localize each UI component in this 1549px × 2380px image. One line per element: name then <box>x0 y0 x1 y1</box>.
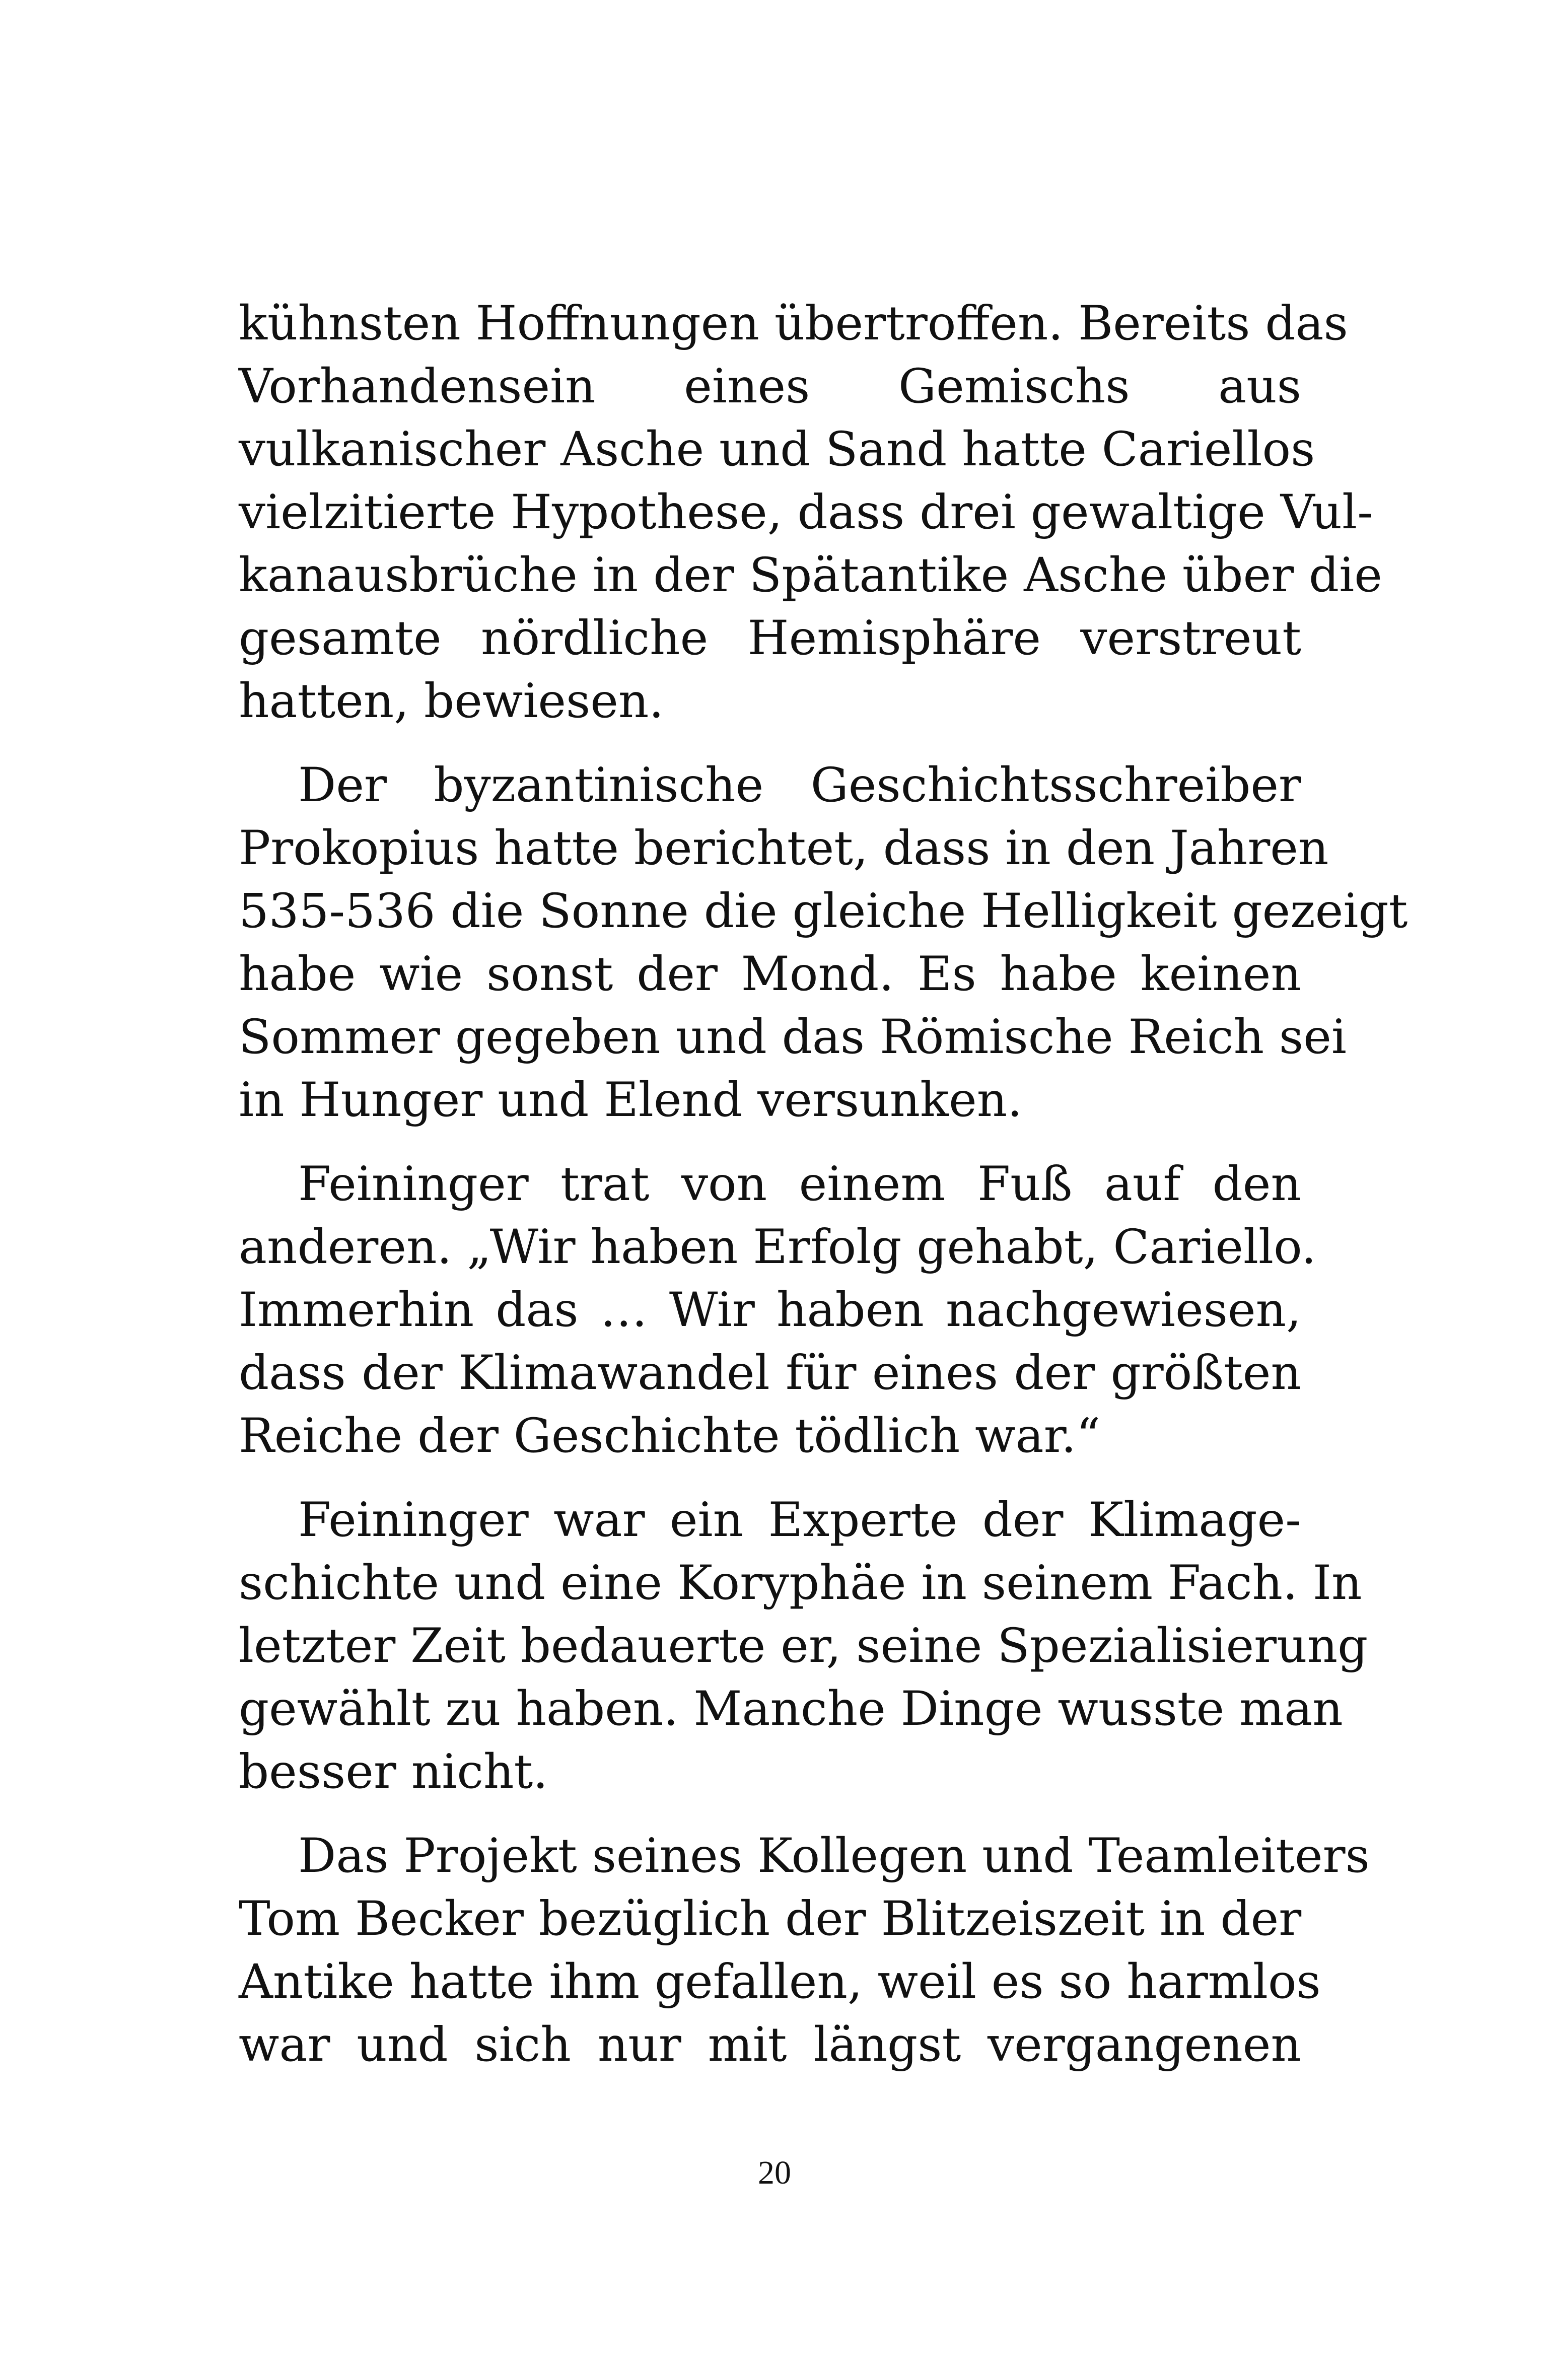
text-line: Vorhandensein eines Gemischs aus <box>239 359 1301 414</box>
paragraph-1 <box>239 292 1382 733</box>
text-line: gewählt zu haben. Manche Dinge wusste man <box>239 1682 1343 1736</box>
text-line: vielzitierte Hypothese, dass drei gewaltige Vul- <box>239 485 1373 540</box>
text-line: Immerhin das … Wir haben nachgewiesen, <box>239 1283 1301 1338</box>
text-line: war und sich nur mit längst vergangenen <box>239 2017 1301 2072</box>
text-line: Der byzantinische Geschichtsschreiber <box>298 758 1301 813</box>
text-line: Feininger war ein Experte der Klimage- <box>298 1493 1301 1548</box>
text-line: schichte und eine Koryphäe in seinem Fach. In <box>239 1556 1362 1611</box>
text-line: in Hunger und Elend versunken. <box>239 1073 1023 1128</box>
text-line: Das Projekt seines Kollegen und Teamleiters <box>298 1829 1370 1883</box>
text-line: Reiche der Geschichte tödlich war.“ <box>239 1409 1101 1463</box>
text-line: kühnsten Hoffnungen übertroffen. Bereits das <box>239 296 1348 351</box>
page-number: 20 <box>758 2154 791 2191</box>
page-body <box>239 292 1408 2097</box>
text-line: vulkanischer Asche und Sand hatte Cariellos <box>239 422 1315 477</box>
paragraph-5 <box>239 1825 1370 2076</box>
text-line: Antike hatte ihm gefallen, weil es so harmlos <box>239 1954 1321 2009</box>
paragraph-2 <box>239 754 1408 1132</box>
text-line: habe wie sonst der Mond. Es habe keinen <box>239 947 1301 1002</box>
text-line: Sommer gegeben und das Römische Reich sei <box>239 1010 1347 1065</box>
text-line: Tom Becker bezüglich der Blitzeiszeit in der <box>239 1892 1302 1946</box>
text-line: besser nicht. <box>239 1744 548 1799</box>
text-line: anderen. „Wir haben Erfolg gehabt, Cariello. <box>239 1220 1316 1275</box>
text-line: hatten, bewiesen. <box>239 674 664 729</box>
text-line: gesamte nördliche Hemisphäre verstreut <box>239 611 1301 666</box>
text-line: dass der Klimawandel für eines der größten <box>239 1346 1301 1401</box>
paragraph-3 <box>239 1153 1316 1467</box>
text-line: Feininger trat von einem Fuß auf den <box>298 1157 1301 1212</box>
text-line: kanausbrüche in der Spätantike Asche über die <box>239 548 1382 603</box>
text-line: Prokopius hatte berichtet, dass in den Jahren <box>239 821 1329 876</box>
paragraph-4 <box>239 1489 1368 1803</box>
text-line: 535-536 die Sonne die gleiche Helligkeit gezeigt <box>239 884 1408 939</box>
text-line: letzter Zeit bedauerte er, seine Spezialisierung <box>239 1619 1368 1673</box>
